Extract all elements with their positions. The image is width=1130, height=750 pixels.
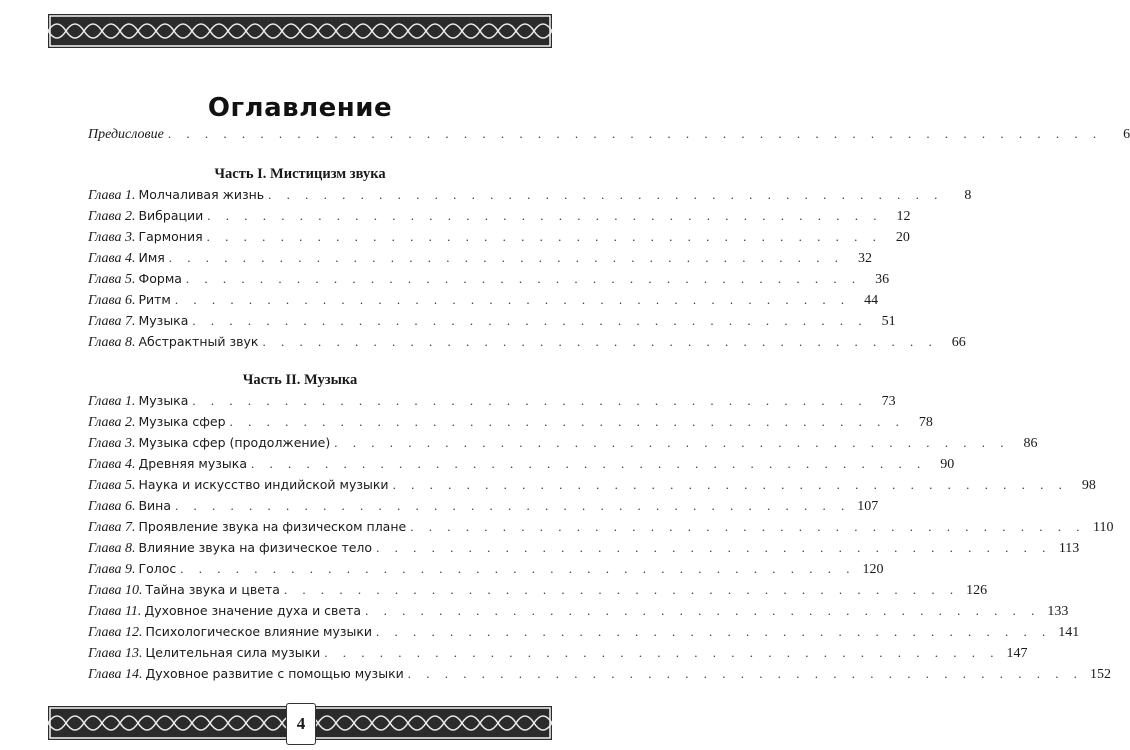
- toc-entry[interactable]: [88, 664, 1111, 684]
- toc-entry[interactable]: [88, 185, 972, 205]
- page-ref: 90: [940, 457, 955, 472]
- chapter-number: Глава 12.: [88, 625, 143, 640]
- toc-entry[interactable]: [88, 580, 988, 600]
- chapter-title: Форма: [138, 271, 182, 286]
- chapter-number: Глава 1.: [88, 394, 136, 409]
- page-ref: 66: [951, 335, 966, 350]
- chapter-title: Абстрактный звук: [138, 334, 259, 349]
- toc-entry-preface[interactable]: [88, 124, 1130, 144]
- toc-entry[interactable]: [88, 517, 1114, 537]
- part-heading: Часть II. Музыка: [242, 372, 358, 388]
- chapter-number: Глава 5.: [88, 272, 136, 287]
- page-ref: 6: [1123, 127, 1130, 142]
- chapter-number: Глава 7.: [88, 520, 136, 535]
- chapter-title: Проявление звука на физическом плане: [138, 519, 407, 534]
- chapter-title: Психологическое влияние музыки: [145, 624, 373, 639]
- dot-leader: . . . . . . . . . . . . . . . . . . . . . . . . . . . . . . . . . . . . . . . . . . . . . . . . . . .: [167, 126, 1103, 141]
- dot-leader: . . . . . . . . . . . . . . . . . . . . . . . . . . . . . . . . . . . . .: [283, 582, 960, 597]
- dot-leader: . . . . . . . . . . . . . . . . . . . . . . . . . . . . . . . . . . . . .: [268, 187, 944, 202]
- chapter-number: Глава 2.: [88, 209, 136, 224]
- dot-leader: . . . . . . . . . . . . . . . . . . . . . . . . . . . . . . . . . . . . .: [175, 498, 851, 513]
- chapter-number: Глава 3.: [88, 436, 136, 451]
- page-ref: 141: [1058, 625, 1080, 640]
- dot-leader: . . . . . . . . . . . . . . . . . . . . . . . . . . . . . . . . . . . . .: [192, 393, 868, 408]
- chapter-number: Глава 13.: [88, 646, 143, 661]
- page-ref: 36: [875, 272, 890, 287]
- chapter-number: Глава 5.: [88, 478, 136, 493]
- toc-entry[interactable]: [88, 538, 1080, 558]
- toc-entry[interactable]: [88, 433, 1038, 453]
- toc-entry[interactable]: [88, 622, 1080, 642]
- chapter-title: Вибрации: [138, 208, 204, 223]
- chapter-title: Древняя музыка: [138, 456, 247, 471]
- top-ornament-border: [48, 14, 552, 48]
- toc-entry[interactable]: [88, 454, 955, 474]
- part-heading: Часть I. Мистицизм звука: [214, 166, 386, 182]
- page-ref: 113: [1058, 541, 1080, 556]
- preface-title: Предисловие: [88, 127, 164, 142]
- dot-leader: . . . . . . . . . . . . . . . . . . . . . . . . . . . . . . . . . . . . .: [376, 540, 1052, 555]
- dot-leader: . . . . . . . . . . . . . . . . . . . . . . . . . . . . . . . . . . . . .: [207, 208, 883, 223]
- page-title: Оглавление: [207, 93, 393, 124]
- page-ref: 44: [864, 293, 879, 308]
- toc-entry[interactable]: [88, 332, 966, 352]
- dot-leader: . . . . . . . . . . . . . . . . . . . . . . . . . . . . . . . . . . . . .: [206, 229, 882, 244]
- chapter-number: Глава 14.: [88, 667, 143, 682]
- chapter-title: Гармония: [138, 229, 203, 244]
- chapter-number: Глава 7.: [88, 314, 136, 329]
- chapter-number: Глава 8.: [88, 335, 136, 350]
- page-ref: 20: [895, 230, 910, 245]
- chapter-title: Ритм: [138, 292, 171, 307]
- page-number-badge: [286, 703, 316, 745]
- chapter-number: Глава 3.: [88, 230, 136, 245]
- chapter-number: Глава 9.: [88, 562, 136, 577]
- page-ref: 12: [896, 209, 911, 224]
- page-ref: 51: [881, 314, 896, 329]
- page-ref: 110: [1092, 520, 1114, 535]
- dot-leader: . . . . . . . . . . . . . . . . . . . . . . . . . . . . . . . . . . . . .: [392, 477, 1068, 492]
- chapter-title: Музыка сфер (продолжение): [138, 435, 331, 450]
- chapter-title: Влияние звука на физическое тело: [138, 540, 373, 555]
- page-ref: 133: [1047, 604, 1069, 619]
- page-number: 4: [296, 714, 306, 733]
- toc-entry[interactable]: [88, 643, 1028, 663]
- page-ref: 8: [964, 188, 972, 203]
- toc-entry[interactable]: [88, 290, 879, 310]
- page-ref: 126: [966, 583, 988, 598]
- dot-leader: . . . . . . . . . . . . . . . . . . . . . . . . . . . . . . . . . . . . .: [334, 435, 1010, 450]
- chapter-title: Духовное развитие с помощью музыки: [145, 666, 404, 681]
- chapter-number: Глава 6.: [88, 293, 136, 308]
- chapter-title: Музыка: [138, 313, 189, 328]
- chapter-number: Глава 1.: [88, 188, 136, 203]
- dot-leader: . . . . . . . . . . . . . . . . . . . . . . . . . . . . . . . . . . . . .: [185, 271, 862, 286]
- page-ref: 86: [1023, 436, 1038, 451]
- dot-leader: . . . . . . . . . . . . . . . . . . . . . . . . . . . . . . . . . . . . .: [262, 334, 938, 349]
- chapter-number: Глава 8.: [88, 541, 136, 556]
- toc-entry[interactable]: [88, 601, 1069, 621]
- dot-leader: . . . . . . . . . . . . . . . . . . . . . . . . . . . . . . . . . . . . .: [376, 624, 1052, 639]
- page-ref: 107: [857, 499, 879, 514]
- page-ref: 32: [858, 251, 873, 266]
- chapter-number: Глава 4.: [88, 457, 136, 472]
- toc-entry[interactable]: [88, 391, 896, 411]
- dot-leader: . . . . . . . . . . . . . . . . . . . . . . . . . . . . . . . . . . . . .: [174, 292, 851, 307]
- chapter-title: Музыка сфер: [138, 414, 226, 429]
- chapter-title: Музыка: [138, 393, 189, 408]
- dot-leader: . . . . . . . . . . . . . . . . . . . . . . . . . . . . . . . . . . . . .: [192, 313, 868, 328]
- dot-leader: . . . . . . . . . . . . . . . . . . . . . . . . . . . . . . . . . . . . .: [168, 250, 845, 265]
- chapter-title: Наука и искусство индийской музыки: [138, 477, 389, 492]
- dot-leader: . . . . . . . . . . . . . . . . . . . . . . . . . . . . . . . . . . . . .: [250, 456, 927, 471]
- page-ref: 98: [1081, 478, 1096, 493]
- dot-leader: . . . . . . . . . . . . . . . . . . . . . . . . . . . . . . . . . . . . .: [410, 519, 1086, 534]
- chapter-number: Глава 4.: [88, 251, 136, 266]
- chapter-number: Глава 2.: [88, 415, 136, 430]
- dot-leader: . . . . . . . . . . . . . . . . . . . . . . . . . . . . . . . . . . . . .: [365, 603, 1041, 618]
- chapter-title: Духовное значение духа и света: [144, 603, 362, 618]
- page-ref: 78: [918, 415, 933, 430]
- chapter-number: Глава 11.: [88, 604, 142, 619]
- page-ref: 152: [1090, 667, 1111, 682]
- toc-entry[interactable]: [88, 206, 911, 226]
- toc-entry[interactable]: [88, 496, 879, 516]
- chapter-title: Имя: [138, 250, 165, 265]
- dot-leader: . . . . . . . . . . . . . . . . . . . . . . . . . . . . . . . . . . . . .: [180, 561, 856, 576]
- chapter-title: Вина: [138, 498, 172, 513]
- chapter-title: Тайна звука и цвета: [145, 582, 280, 597]
- dot-leader: . . . . . . . . . . . . . . . . . . . . . . . . . . . . . . . . . . . . .: [407, 666, 1083, 681]
- chapter-title: Целительная сила музыки: [145, 645, 321, 660]
- chapter-number: Глава 6.: [88, 499, 136, 514]
- chapter-title: Молчаливая жизнь: [138, 187, 265, 202]
- dot-leader: . . . . . . . . . . . . . . . . . . . . . . . . . . . . . . . . . . . . .: [229, 414, 905, 429]
- dot-leader: . . . . . . . . . . . . . . . . . . . . . . . . . . . . . . . . . . . . .: [324, 645, 1000, 660]
- page-ref: 73: [881, 394, 896, 409]
- chapter-number: Глава 10.: [88, 583, 143, 598]
- chapter-title: Голос: [138, 561, 177, 576]
- toc-entry[interactable]: [88, 412, 933, 432]
- toc-entry[interactable]: [88, 559, 884, 579]
- page-ref: 120: [862, 562, 884, 577]
- toc-entry[interactable]: [88, 248, 873, 268]
- page-ref: 147: [1006, 646, 1028, 661]
- toc-entry[interactable]: [88, 269, 890, 289]
- toc-entry[interactable]: [88, 475, 1096, 495]
- toc-entry[interactable]: [88, 227, 910, 247]
- toc-entry[interactable]: [88, 311, 896, 331]
